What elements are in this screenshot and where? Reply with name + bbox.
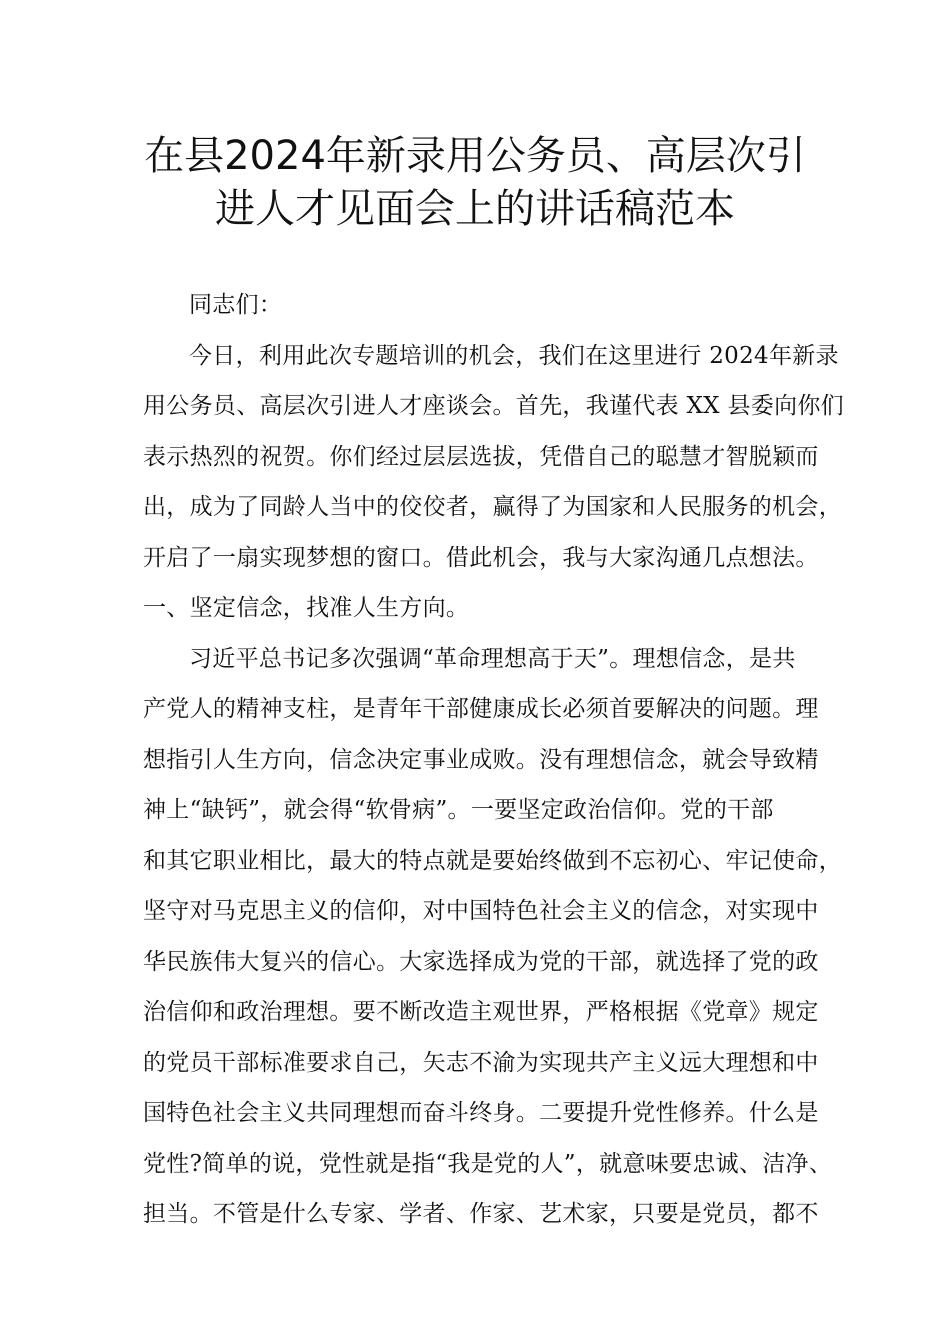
body-text-line: 国特色社会主义共同理想而奋斗终身。二要提升党性修养。什么是 — [143, 1100, 819, 1126]
body-text-line: 一、坚定信念，找准人生方向。 — [143, 595, 470, 621]
body-text-line: 和其它职业相比，最大的特点就是要始终做到不忘初心、牢记使命， — [143, 847, 842, 874]
document-body — [143, 280, 844, 1240]
body-text-line: 表示热烈的祝贺。你们经过层层选拔，凭借自己的聪慧才智脱颖而 — [143, 443, 819, 470]
body-text-line: 出，成为了同龄人当中的佼佼者，赢得了为国家和人民服务的机会， — [143, 494, 842, 520]
body-text-line: 坚守对马克思主义的信仰，对中国特色社会主义的信念，对实现中 — [143, 898, 819, 924]
body-text-line: 用公务员、高层次引进人才座谈会。首先，我谨代表 XX 县委向你们 — [143, 393, 844, 419]
body-text-line: 习近平总书记多次强调“革命理想高于天”。理想信念，是共 — [189, 645, 796, 672]
body-text-line: 的党员干部标准要求自己，矢志不渝为实现共产主义远大理想和中 — [143, 1049, 819, 1076]
body-text-line: 想指引人生方向，信念决定事业成败。没有理想信念，就会导致精 — [143, 746, 819, 773]
body-text-line: 产党人的精神支柱，是青年干部健康成长必须首要解决的问题。理 — [143, 696, 819, 722]
document-title-line-1: 在县2024年新录用公务员、高层次引 — [144, 133, 806, 179]
body-text-line: 担当。不管是什么专家、学者、作家、艺术家，只要是党员，都不 — [143, 1201, 819, 1227]
body-text-line: 华民族伟大复兴的信心。大家选择成为党的干部，就选择了党的政 — [143, 948, 819, 975]
document-title-line-2: 进人才见面会上的讲话稿范本 — [215, 186, 735, 232]
body-text-line: 治信仰和政治理想。要不断改造主观世界，严格根据《党章》规定 — [143, 999, 819, 1025]
body-text-line: 今日，利用此次专题培训的机会，我们在这里进行 2024年新录 — [189, 342, 839, 369]
body-text-line: 党性?简单的说，党性就是指“我是党的人”，就意味要忠诚、洁净、 — [143, 1150, 833, 1177]
body-text-line: 同志们： — [189, 292, 283, 318]
body-text-line: 神上“缺钙”，就会得“软骨病”。一要坚定政治信仰。党的干部 — [143, 797, 774, 823]
body-text-line: 开启了一扇实现梦想的窗口。借此机会，我与大家沟通几点想法。 — [143, 544, 819, 571]
